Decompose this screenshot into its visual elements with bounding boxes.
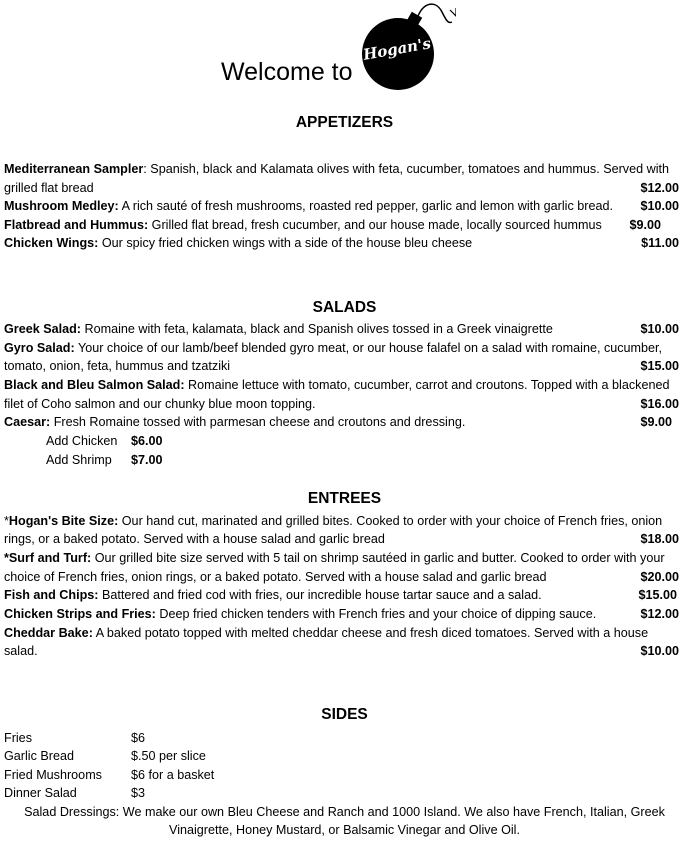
item-desc: A baked potato topped with melted cheddar cheese and fresh diced tomatoes. Served with a house <box>92 626 649 640</box>
side-name: Dinner Salad <box>4 786 77 800</box>
item-name: *Surf and Turf: <box>4 551 92 565</box>
hogans-logo <box>356 2 456 92</box>
item-name: Greek Salad: <box>4 322 82 336</box>
side-price: $3 <box>131 786 146 800</box>
item-desc: Our grilled bite size served with 5 tail on shrimp sautéed in garlic and butter. Cooked to order with your <box>91 551 665 565</box>
item-desc-cont: grilled flat bread <box>4 181 94 195</box>
menu-item <box>4 549 665 567</box>
item-desc: Romaine with feta, kalamata, black and Spanish olives tossed in a Greek vinaigrette <box>81 322 553 336</box>
menu-item <box>4 339 662 357</box>
addon-label: Add Shrimp <box>46 453 112 467</box>
addon-price: $7.00 <box>131 453 163 467</box>
item-desc: Your choice of our lamb/beef blended gyro meat, or our house falafel on a salad with romaine, cucumber, <box>74 341 663 355</box>
item-name: Mushroom Medley: <box>4 199 119 213</box>
item-price: $11.00 <box>641 236 679 250</box>
addon-label: Add Chicken <box>46 434 118 448</box>
item-desc: Deep fried chicken tenders with French fries and your choice of dipping sauce. <box>155 607 597 621</box>
item-price: $10.00 <box>640 199 679 213</box>
item-name: Gyro Salad: <box>4 341 75 355</box>
item-price: $12.00 <box>640 607 679 621</box>
section-title-salads: SALADS <box>312 299 377 316</box>
dressing-note: Salad Dressings: We make our own Bleu Cheese and Ranch and 1000 Island. We also have French, Italian, Greek <box>24 805 665 819</box>
item-name: Chicken Wings: <box>4 236 99 250</box>
item-desc: A rich sauté of fresh mushrooms, roasted red pepper, garlic and lemon with garlic bread. <box>118 199 613 213</box>
menu-item <box>4 234 472 252</box>
item-name: Chicken Strips and Fries: <box>4 607 156 621</box>
menu-item <box>4 320 553 338</box>
item-price: $15.00 <box>640 359 679 373</box>
menu-item <box>4 512 662 530</box>
menu-item <box>4 197 613 215</box>
item-desc-cont: tomato, onion, feta, hummus and tzatziki <box>4 359 231 373</box>
menu-item <box>4 160 669 178</box>
item-price: $18.00 <box>640 532 679 546</box>
item-desc: Our spicy fried chicken wings with a side of the house bleu cheese <box>98 236 473 250</box>
logo-text: Hogan's <box>361 34 433 64</box>
item-price: $16.00 <box>640 397 679 411</box>
item-prefix: * <box>4 514 9 528</box>
item-name: Black and Bleu Salmon Salad: <box>4 378 185 392</box>
item-desc: : Spanish, black and Kalamata olives with feta, cucumber, tomatoes and hummus. Served with <box>143 162 670 176</box>
section-title-sides: SIDES <box>321 706 368 723</box>
item-name: Hogan's Bite Size: <box>8 514 119 528</box>
item-desc: Grilled flat bread, fresh cucumber, and our house made, locally sourced hummus <box>148 218 602 232</box>
item-desc: Our hand cut, marinated and grilled bites. Cooked to order with your choice of French fries, onion <box>118 514 663 528</box>
item-desc: Fresh Romaine tossed with parmesan cheese and croutons and dressing. <box>50 415 466 429</box>
item-desc: Battered and fried cod with fries, our incredible house tartar sauce and a salad. <box>98 588 542 602</box>
item-desc-cont: filet of Coho salmon and our chunky blue moon topping. <box>4 397 316 411</box>
item-price: $10.00 <box>640 644 679 658</box>
item-desc: Romaine lettuce with tomato, cucumber, carrot and croutons. Topped with a blackened <box>184 378 670 392</box>
menu-item <box>4 413 465 431</box>
item-name: Fish and Chips: <box>4 588 99 602</box>
item-price: $12.00 <box>640 181 679 195</box>
side-price: $.50 per slice <box>131 749 206 763</box>
item-name: Flatbread and Hummus: <box>4 218 149 232</box>
item-name: Cheddar Bake: <box>4 626 93 640</box>
side-price: $6 for a basket <box>131 768 215 782</box>
item-name: Mediterranean Sampler <box>4 162 144 176</box>
menu-item <box>4 216 602 234</box>
item-price: $15.00 <box>638 588 677 602</box>
item-desc-cont: salad. <box>4 644 38 658</box>
section-title-entrees: ENTREES <box>307 490 382 507</box>
dressing-note-cont: Vinaigrette, Honey Mustard, or Balsamic Vinegar and Olive Oil. <box>169 823 520 837</box>
item-desc-cont: choice of French fries, onion rings, or a baked potato. Served with a house salad and garlic bread <box>4 570 547 584</box>
item-price: $9.00 <box>640 415 672 429</box>
side-name: Fried Mushrooms <box>4 768 102 782</box>
addon-price: $6.00 <box>131 434 163 448</box>
item-price: $10.00 <box>640 322 679 336</box>
menu-item <box>4 376 669 394</box>
section-title-appetizers: APPETIZERS <box>295 114 394 131</box>
item-price: $9.00 <box>629 218 661 232</box>
menu-item <box>4 586 542 604</box>
menu-item <box>4 624 648 642</box>
item-desc-cont: rings, or a baked potato. Served with a house salad and garlic bread <box>4 532 385 546</box>
item-name: Caesar: <box>4 415 51 429</box>
menu-item <box>4 605 596 623</box>
side-price: $6 <box>131 731 146 745</box>
welcome-heading: Welcome to <box>221 58 353 86</box>
side-name: Fries <box>4 731 32 745</box>
side-name: Garlic Bread <box>4 749 74 763</box>
item-price: $20.00 <box>640 570 679 584</box>
